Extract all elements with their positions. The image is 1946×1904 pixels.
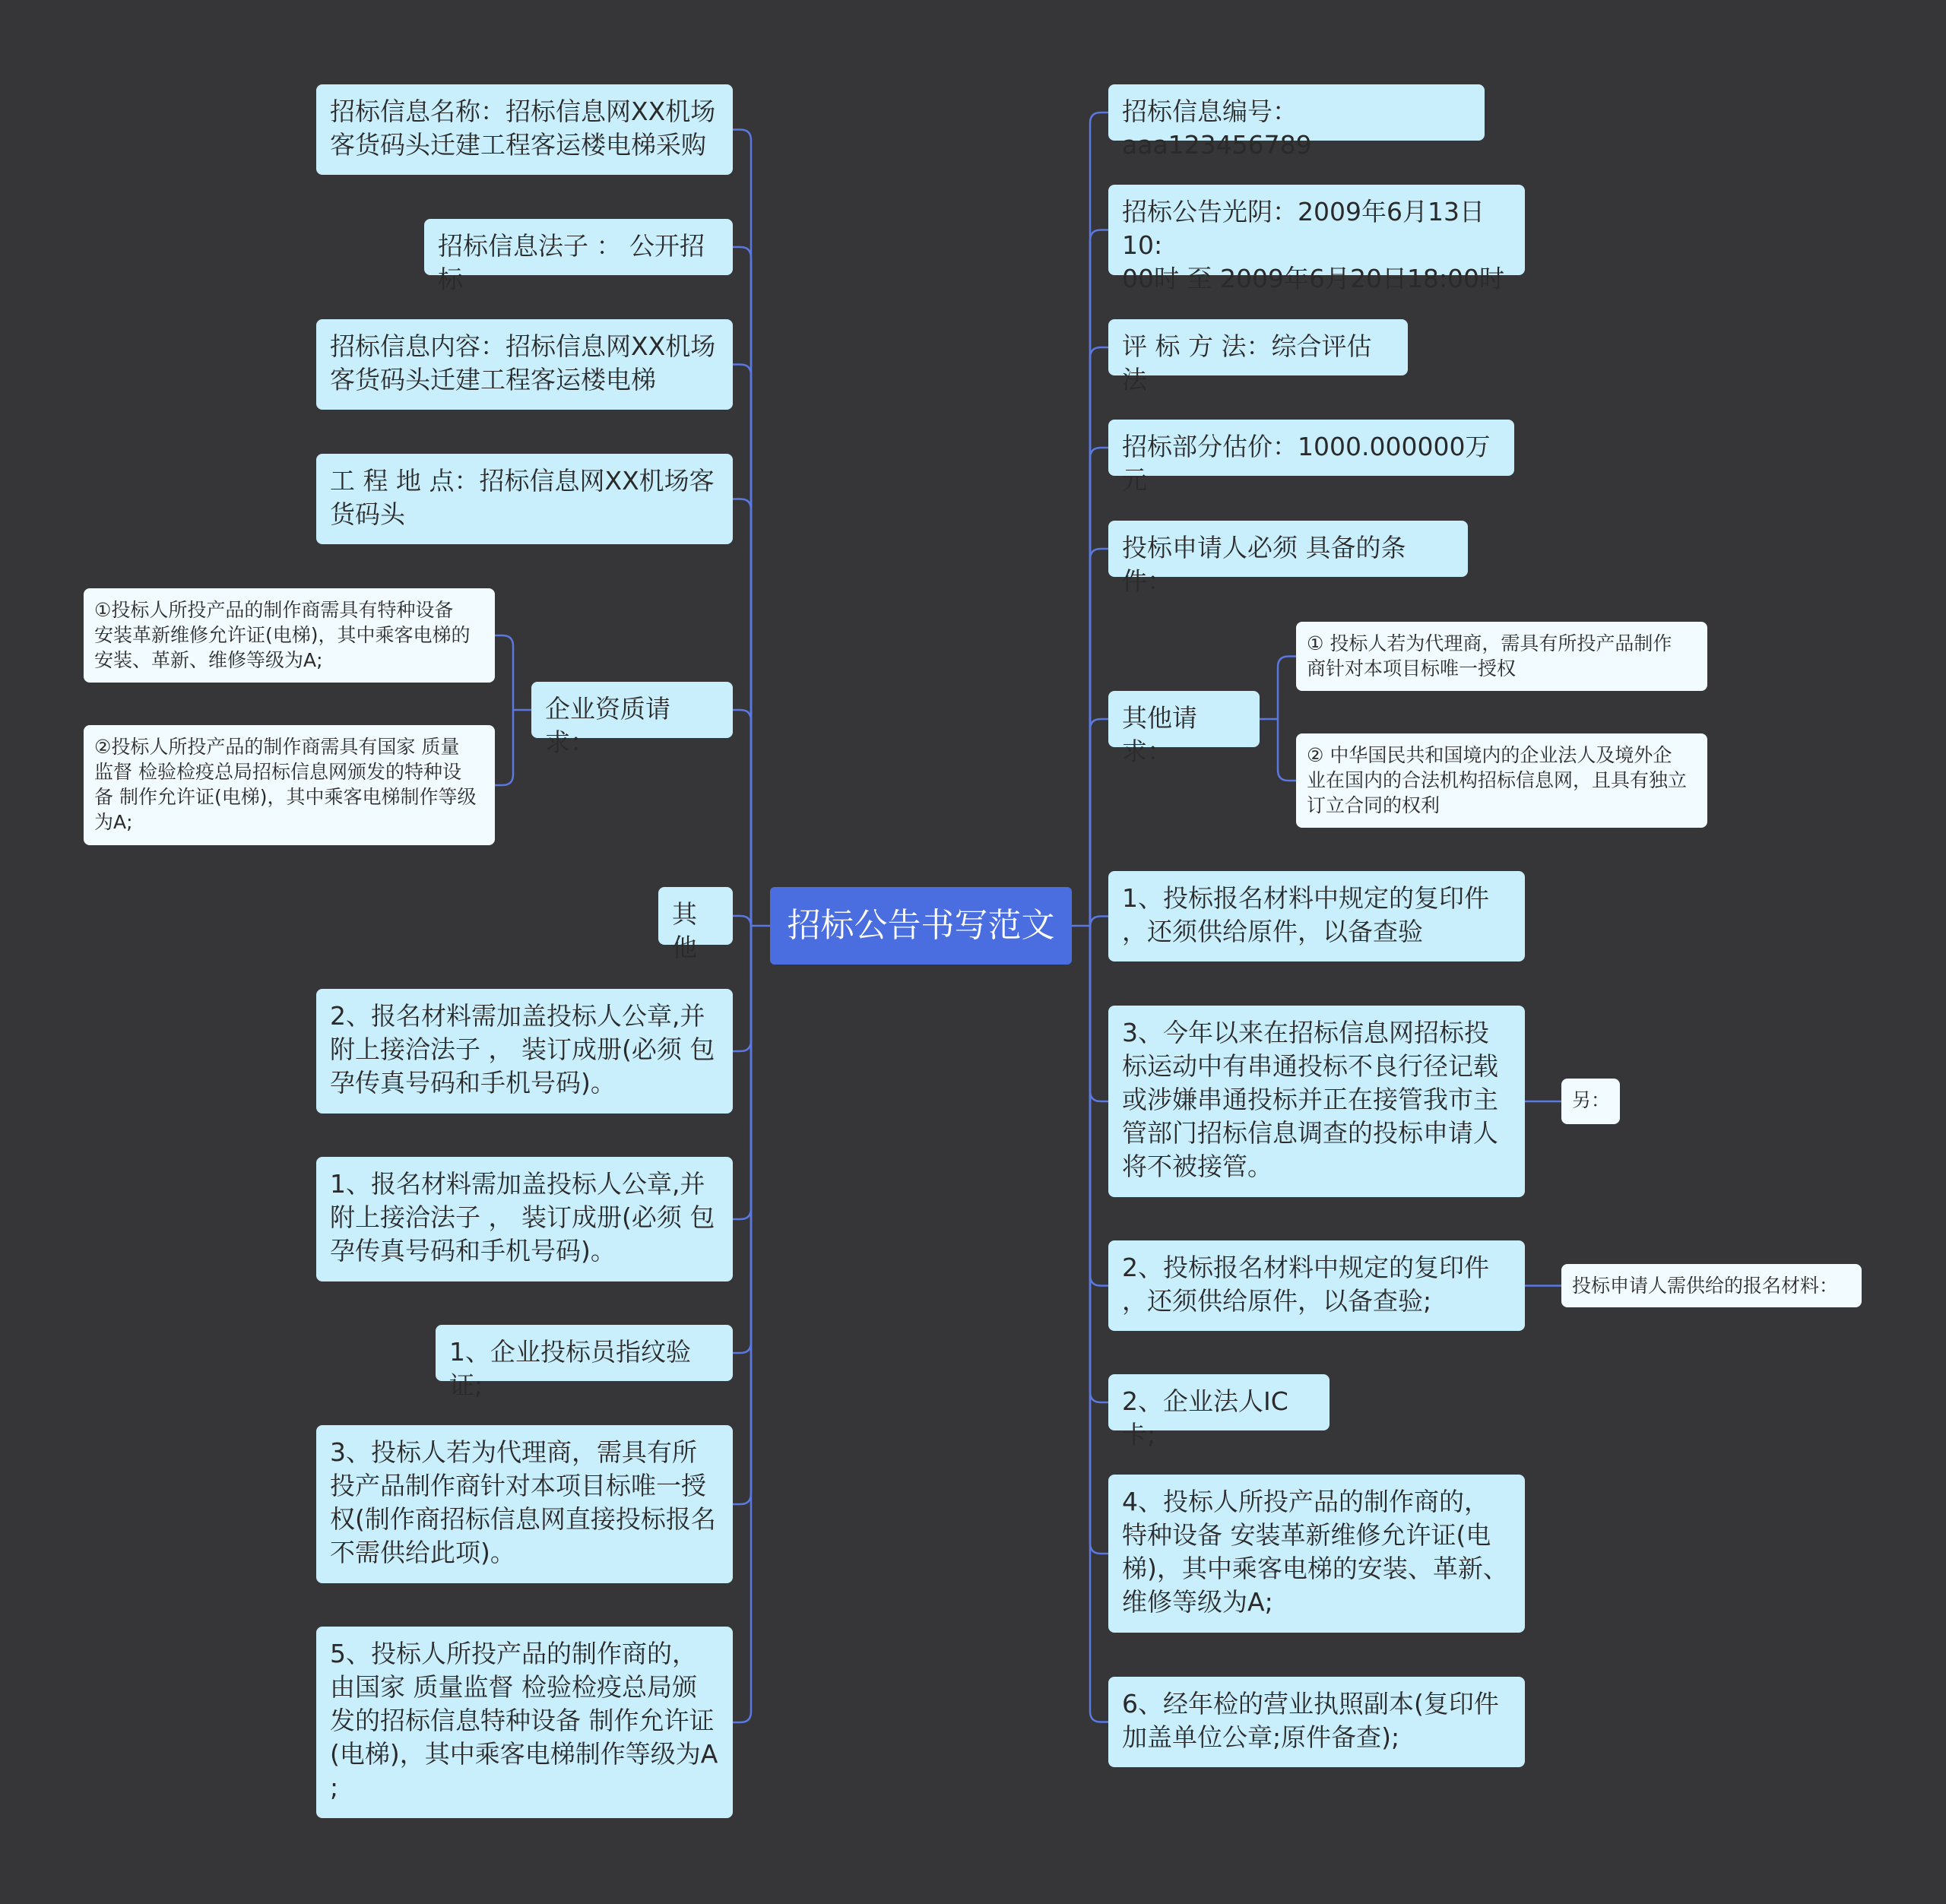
left-node-name[interactable]: 招标信息名称：招标信息网XX机场 客货码头迁建工程客运楼电梯采购 [316,84,733,175]
left-node-qualification[interactable]: 企业资质请求： [531,682,733,738]
right-node-evaluation[interactable]: 评 标 方 法：综合评估法 [1108,319,1408,375]
right-connector-branch-10 [1090,926,1108,1554]
left-node-material-2[interactable]: 2、报名材料需加盖投标人公章,并 附上接洽法子 ， 装订成册(必须 包 孕传真号码和手机号码)。 [316,989,733,1114]
right-node-collusion[interactable]: 3、今年以来在招标信息网招标投 标运动中有串通投标不良行径记载 或涉嫌串通投标并正在接管我市主 管部门招标信息调查的投标申请人 将不被接管。 [1108,1006,1525,1197]
left-node-license[interactable]: 5、投标人所投产品的制作商的， 由国家 质量监督 检验检疫总局颁 发的招标信息特种设备 制作允许证 (电梯)，其中乘客电梯制作等级为A ; [316,1627,733,1818]
right-connector-branch-6 [1090,917,1108,927]
left-connector-branch-1 [733,247,751,926]
right-connector-branch-11 [1090,926,1108,1722]
right-node-other-requests-1[interactable]: ① 投标人若为代理商，需具有所投产品制作 商针对本项目标唯一授权 [1296,622,1707,691]
right-connector-branch-7 [1090,926,1108,1101]
right-connector-branch-4 [1090,549,1108,926]
left-connector-branch-0 [733,130,751,927]
right-node-ic-card[interactable]: 2、企业法人IC卡; [1108,1374,1330,1430]
root-node[interactable]: 招标公告书写范文 [770,887,1072,965]
right-node-other-requests-2[interactable]: ② 中华国民共和国境内的企业法人及境外企 业在国内的合法机构招标信息网，且具有独立 订立合同的权利 [1296,733,1707,828]
right-connector-branch-9 [1090,926,1108,1402]
left-node-fingerprint[interactable]: 1、企业投标员指纹验证; [436,1325,733,1381]
right-connector-branch-2 [1090,347,1108,926]
right-node-number[interactable]: 招标信息编号：aaa123456789 [1108,84,1485,141]
qualification-connector-branch-0 [495,635,513,710]
left-connector-branch-6 [733,926,751,1051]
right-node-estimate[interactable]: 招标部分估价：1000.000000万元 [1108,420,1514,476]
left-connector-branch-9 [733,926,751,1504]
left-node-agent[interactable]: 3、投标人若为代理商，需具有所 投产品制作商针对本项目标唯一授 权(制作商招标信息网直接投标报名 不需供给此项)。 [316,1425,733,1583]
other-requests-connector-branch-1 [1278,719,1296,781]
left-node-material-1[interactable]: 1、报名材料需加盖投标人公章,并 附上接洽法子 ， 装订成册(必须 包 孕传真号码和手机号码)。 [316,1157,733,1281]
left-connector-branch-8 [733,926,751,1353]
right-node-copies-1[interactable]: 1、投标报名材料中规定的复印件 ，还须供给原件，以备查验 [1108,871,1525,962]
right-node-special-equipment[interactable]: 4、投标人所投产品的制作商的， 特种设备 安装革新维修允许证(电 梯)，其中乘客电梯的安装、革新、 维修等级为A; [1108,1475,1525,1633]
left-connector-branch-10 [733,926,751,1722]
right-node-time[interactable]: 招标公告光阴：2009年6月13日10: 00时 至 2009年6月20日18:00时 [1108,185,1525,275]
left-node-qualification-1[interactable]: ①投标人所投产品的制作商需具有特种设备 安装革新维修允许证(电梯)，其中乘客电梯的 安装、革新、维修等级为A; [84,588,495,683]
right-node-conditions[interactable]: 投标申请人必须 具备的条件： [1108,521,1468,577]
right-node-copies-2[interactable]: 2、投标报名材料中规定的复印件 ，还须供给原件，以备查验; [1108,1240,1525,1331]
other-requests-connector-branch-0 [1278,657,1296,720]
right-connector-branch-5 [1090,719,1108,926]
right-node-other-requests[interactable]: 其他请求： [1108,691,1260,747]
right-connector-branch-0 [1090,112,1108,926]
right-node-business-license[interactable]: 6、经年检的营业执照副本(复印件 加盖单位公章;原件备查); [1108,1677,1525,1767]
right-node-additional[interactable]: 另： [1561,1079,1620,1124]
right-connector-branch-8 [1090,926,1108,1286]
qualification-connector-branch-1 [495,710,513,785]
left-connector-branch-4 [733,710,751,926]
left-connector-branch-7 [733,926,751,1219]
right-node-required-materials[interactable]: 投标申请人需供给的报名材料： [1561,1264,1862,1307]
left-node-location[interactable]: 工 程 地 点：招标信息网XX机场客 货码头 [316,454,733,544]
left-connector-branch-3 [733,499,751,927]
right-connector-branch-3 [1090,448,1108,926]
left-node-content[interactable]: 招标信息内容：招标信息网XX机场 客货码头迁建工程客运楼电梯 [316,319,733,410]
left-node-other[interactable]: 其他 [658,887,733,945]
left-node-qualification-2[interactable]: ②投标人所投产品的制作商需具有国家 质量 监督 检验检疫总局招标信息网颁发的特种设 备 制作允许证(电梯)，其中乘客电梯制作等级 为A; [84,725,495,845]
left-connector-branch-5 [733,916,751,927]
left-node-method[interactable]: 招标信息法子 ： 公开招标 [424,219,733,275]
right-connector-branch-1 [1090,230,1108,927]
left-connector-branch-2 [733,365,751,927]
